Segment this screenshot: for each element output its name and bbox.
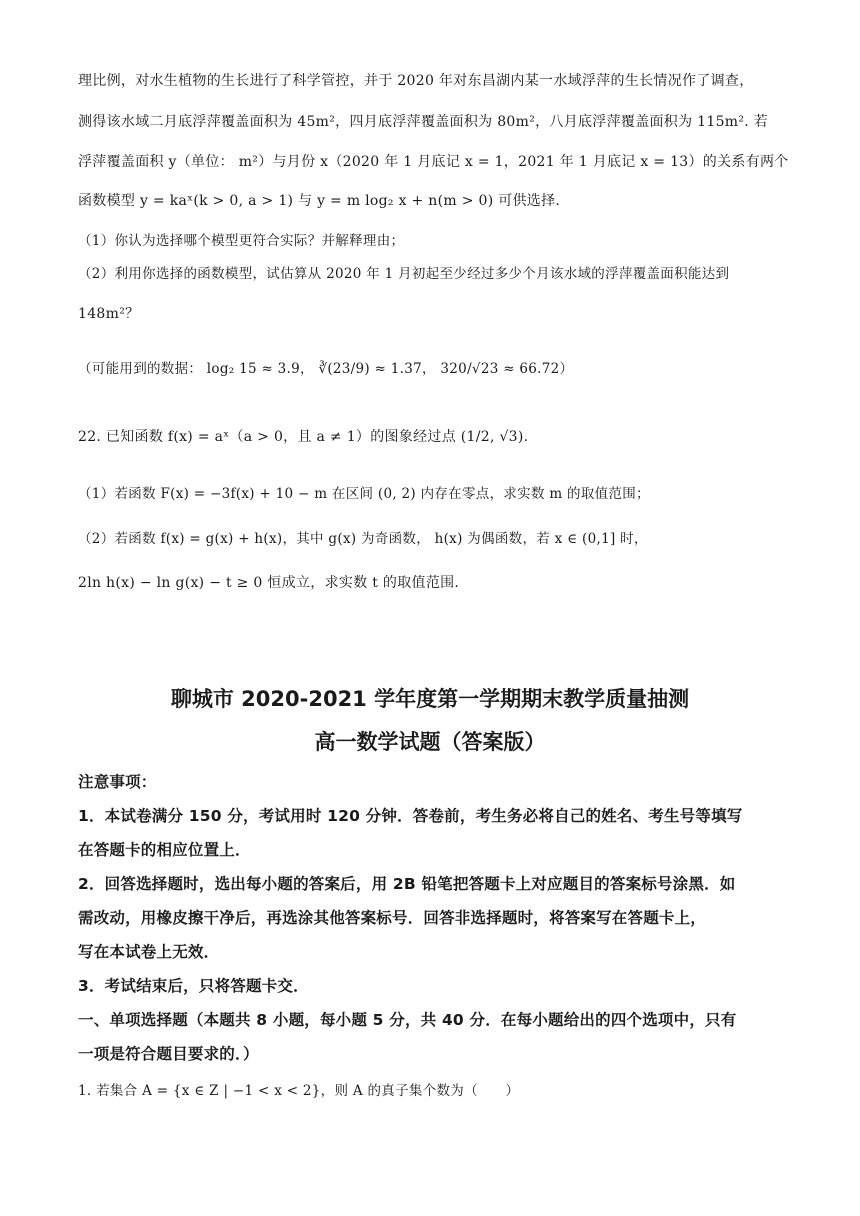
p21-line-2: 测得该水域二月底浮萍覆盖面积为 45m²，四月底浮萍覆盖面积为 80m²，八月底浮萍覆盖面积为 115m². 若 [78,114,769,130]
p21-line-3: 浮萍覆盖面积 y（单位： m²）与月份 x（2020 年 1 月底记 x = 1，2021 年 1 月底记 x = 13）的关系有两个 [78,154,789,170]
p22-question-2b: 2ln h(x) − ln g(x) − t ≥ 0 恒成立，求实数 t 的取值范围. [78,575,460,591]
note-2b: 需改动，用橡皮擦干净后，再选涂其他答案标号．回答非选择题时，将答案写在答题卡上， [78,909,707,927]
note-3: 3．考试结束后，只将答题卡交． [78,977,309,995]
section-1-heading-b: 一项是符合题目要求的．） [78,1045,259,1063]
note-1b: 在答题卡的相应位置上． [78,841,251,859]
exam-title: 聊城市 2020-2021 学年度第一学期期末教学质量抽测 [170,687,690,711]
exam-subtitle: 高一数学试题（答案版） [314,730,546,754]
note-2a: 2．回答选择题时，选出每小题的答案后，用 2B 铅笔把答题卡上对应题目的答案标号涂黑．如 [78,875,736,893]
p21-question-1: （1）你认为选择哪个模型更符合实际？并解释理由； [78,233,405,249]
p22-question-2a: （2）若函数 f(x) = g(x) + h(x)，其中 g(x) 为奇函数， h(x) 为偶函数，若 x ∈ (0,1] 时， [78,531,648,547]
p21-hint: （可能用到的数据： log₂ 15 ≈ 3.9， ∛(23/9) ≈ 1.37， 320/√23 ≈ 66.72） [78,361,574,377]
notes-heading: 注意事项： [78,773,157,791]
p22-stem: 22. 已知函数 f(x) = aˣ（a > 0，且 a ≠ 1）的图象经过点 (1/2, √3). [78,429,529,445]
note-1a: 1．本试卷满分 150 分，考试用时 120 分钟．答卷前，考生务必将自己的姓名、考生号等填写 [78,807,743,825]
p21-line-4: 函数模型 y = kaˣ(k > 0, a > 1) 与 y = m log₂ x + n(m > 0) 可供选择. [78,193,561,209]
p21-question-2a: （2）利用你选择的函数模型，试估算从 2020 年 1 月初起至少经过多少个月该水域的浮萍覆盖面积能达到 [78,266,730,282]
p21-line-1: 理比例，对水生植物的生长进行了科学管控，并于 2020 年对东昌湖内某一水域浮萍的生长情况作了调查， [78,73,754,89]
p21-question-2b: 148m²？ [78,306,140,322]
question-1: 1. 若集合 A = {x ∈ Z | −1 < x < 2}，则 A 的真子集个数为（ ） [78,1083,520,1099]
p22-question-1: （1）若函数 F(x) = −3f(x) + 10 − m 在区间 (0, 2) 内存在零点，求实数 m 的取值范围； [78,486,650,502]
section-1-heading-a: 一、单项选择题（本题共 8 小题，每小题 5 分，共 40 分．在每小题给出的四个选项中，只有 [78,1011,737,1029]
note-2c: 写在本试卷上无效． [78,943,220,961]
